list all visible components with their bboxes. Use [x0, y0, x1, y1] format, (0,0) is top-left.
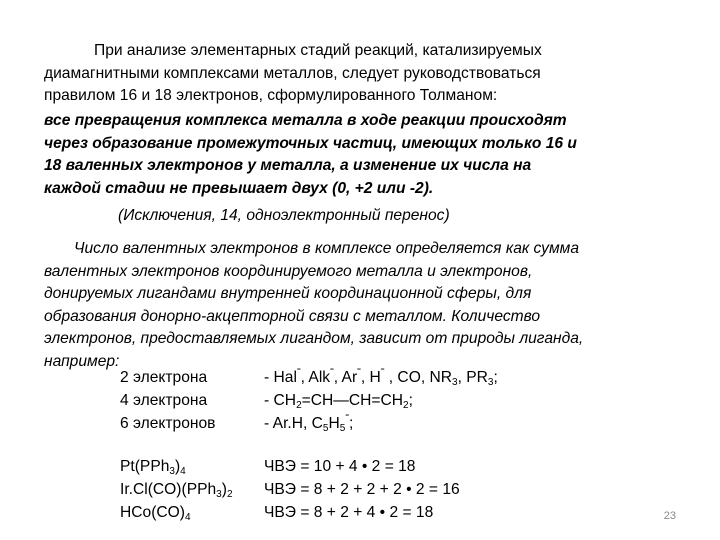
rule-line-2: через образование промежуточных частиц, имеющих только 16 и: [44, 134, 577, 152]
intro-paragraph: [44, 40, 676, 108]
rule-line-3: 18 валенных электронов у металла, а изменение их числа на: [44, 157, 532, 175]
valence-line-5: электронов, предоставляемых лигандом, зависит от природы лиганда,: [44, 330, 584, 348]
valence-line-4: образования донорно-акцепторной связи с металлом. Количество: [44, 307, 541, 325]
ligand-count-2: 2 электрона: [120, 369, 208, 386]
ligand-list-6: - Ar.H, $C_5H_5^ˉ$;: [264, 413, 354, 434]
page-number: 23: [663, 510, 676, 522]
ligand-count-4: 4 электрона: [120, 392, 208, 409]
example-calc-3: ЧВЭ = 8 + 2 + 4 • 2 = 18: [264, 504, 434, 521]
valence-line-2: валентных электронов координируемого металла и электронов,: [44, 262, 533, 280]
intro-line-2: диамагнитными комплексами металлов, следует руководствоваться: [44, 64, 541, 82]
ligand-count-6: 6 электронов: [120, 415, 216, 432]
valence-line-6: например:: [44, 352, 120, 370]
valence-line-1: Число валентных электронов в комплексе определяется как сумма: [74, 240, 580, 257]
rule-line-1: все превращения комплекса металла в ходе реакции происходят: [44, 112, 567, 129]
intro-line-1: При анализе элементарных стадий реакций, катализируемых: [94, 42, 542, 59]
rule-statement: [44, 110, 676, 200]
ligand-list-2: - Hal$^ˉ$, Alk$^ˉ$, $Ar^ˉ$, $H^ˉ$ , CO, $NR_3$, $PR_3$;: [264, 367, 498, 388]
rule-line-4: каждой стадии не превышает двух (0, +2 или -2).: [44, 179, 434, 197]
valence-line-3: донируемых лигандами внутренней координационной сферы, для: [44, 285, 532, 303]
ligand-list-4: - $CH_2=CH—CH=CH_2$;: [264, 392, 413, 411]
example-formula-3: $HCo(CO)_4$: [120, 504, 191, 523]
example-formula-2: $Ir.Cl(CO)(PPh_3)_2$: [120, 481, 233, 500]
example-calc-1: ЧВЭ = 10 + 4 • 2 = 18: [264, 458, 416, 475]
valence-paragraph: [44, 238, 676, 374]
example-formula-1: $Pt(PPh_3)_4$: [120, 458, 186, 477]
example-calc-2: ЧВЭ = 8 + 2 + 2 + 2 • 2 = 16: [264, 481, 460, 498]
exceptions-note: (Исключения, 14, одноэлектронный перенос): [118, 207, 450, 224]
intro-line-3: правилом 16 и 18 электронов, сформулированного Толманом:: [44, 87, 498, 105]
